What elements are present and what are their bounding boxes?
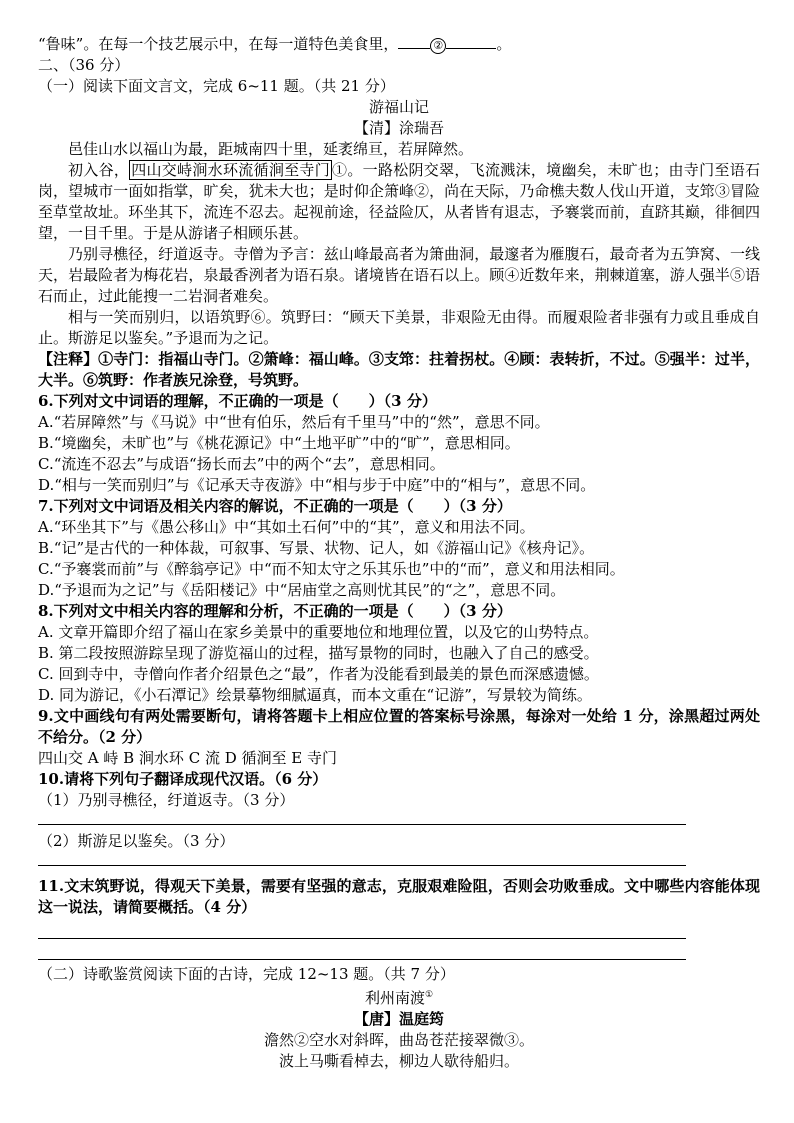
poem-line: 波上马嘶看棹去，柳边人歇待船归。 — [278, 1052, 519, 1070]
answer-line[interactable] — [38, 918, 686, 939]
answer-line[interactable] — [38, 852, 686, 866]
notes: 【注释】①寺门：指福山寺门。②箫峰：福山峰。③支筇：拄着拐杖。④顾：表转折，不过。⑤强半：过半，大半。⑥筑野：作者族兄涂登，号筑野。 — [38, 350, 760, 389]
q6-option: B.“境幽矣，未旷也”与《桃花源记》中“土地平旷”中的“旷”，意思相同。 — [38, 434, 520, 452]
q6-option: A.“若屏障然”与《马说》中“世有伯乐，然后有千里马”中的“然”，意思不同。 — [38, 413, 550, 431]
essay-paragraph-3: 乃别寻樵径，纡道返寺。寺僧为予言：兹山峰最高者为箫曲洞，最邃者为雁腹石，最奇者为五笋窝、一线天，岩最险者为梅花岩，泉最香洌者为语石泉。诸境皆在语石以上。顾④近数年来，荆棘道塞，游人强半⑤语石而止，过此能搜一二岩洞者难矣。 — [38, 245, 760, 305]
intro-text: “鲁味”。在每一个技艺展示中，在每一道特色美食里， — [38, 35, 399, 53]
part2-heading: （二）诗歌鉴赏阅读下面的古诗，完成 12~13 题。（共 7 分） — [38, 965, 455, 983]
q7-option: D.“予退而为之记”与《岳阳楼记》中“居庙堂之高则忧其民”的“之”，意思不同。 — [38, 581, 566, 599]
section-heading: 二、（36 分） — [38, 56, 130, 74]
answer-line[interactable] — [38, 939, 686, 960]
q6-stem: 6.下列对文中词语的理解，不正确的一项是（ ）（3 分） — [38, 392, 437, 410]
essay-author: 【清】涂瑞吾 — [353, 119, 444, 137]
intro-line: “鲁味”。在每一个技艺展示中，在每一道特色美食里， ② 。 — [38, 35, 512, 53]
poem-author: 【唐】温庭筠 — [353, 1010, 444, 1028]
q8-stem: 8.下列对文中相关内容的理解和分析，不正确的一项是（ ）（3 分） — [38, 602, 512, 620]
essay-title: 游福山记 — [368, 98, 429, 116]
poem-title: 利州南渡① — [364, 989, 434, 1007]
q6-option: D.“相与一笑而别归”与《记承天寺夜游》中“相与步于中庭”中的“相与”，意思不同。 — [38, 476, 596, 494]
q9-stem: 9.文中画线句有两处需要断句，请将答题卡上相应位置的答案标号涂黑，每涂对一处给 1 分，涂黑超过两处不给分。（2 分） — [38, 707, 760, 746]
essay-paragraph-1: 邑佳山水以福山为最，距城南四十里，延袤绵亘，若屏障然。 — [68, 140, 474, 158]
q10-stem: 10.请将下列句子翻译成现代汉语。（6 分） — [38, 770, 328, 788]
underlined-sentence: 四山交峙涧水环流循涧至寺门 — [131, 161, 331, 179]
q7-option: B.“记”是古代的一种体裁，可叙事、写景、状物、记人，如《游福山记》《核舟记》。 — [38, 539, 595, 557]
q8-option: A. 文章开篇即介绍了福山在家乡美景中的重要地位和地理位置，以及它的山势特点。 — [38, 623, 599, 641]
answer-line[interactable] — [38, 811, 686, 825]
q7-option: A.“环坐其下”与《愚公移山》中“其如土石何”中的“其”，意义和用法不同。 — [38, 518, 535, 536]
q8-option: C. 回到寺中，寺僧向作者介绍景色之“最”，作者为没能看到最美的景色而深感遗憾。 — [38, 665, 599, 683]
poem-line: 澹然②空水对斜晖，曲岛苍茫接翠微③。 — [263, 1031, 534, 1049]
part1-heading: （一）阅读下面文言文，完成 6~11 题。（共 21 分） — [38, 77, 395, 95]
essay-paragraph-2: 初入谷， 四山交峙涧水环流循涧至寺门 ①。一路松阴交翠，飞流溅沫，境幽矣，未旷也；由寺门至语石岗，望城市一面如指掌，旷矣，犹未大也；是时仰企箫峰②，尚在天际，乃命樵夫数人伐山开道，支筇③冒险至草堂故址。环坐其下，流连不忍去。起视前途，径益险仄，从者皆有退志，予褰裳而前，直跻其巅，徘徊四望，一目千里。于是从游诸子相顾乐甚。 — [38, 161, 760, 242]
q7-stem: 7.下列对文中词语及相关内容的解说，不正确的一项是（ ）（3 分） — [38, 497, 512, 515]
q8-option: B. 第二段按照游踪呈现了游览福山的过程，描写景物的同时，也融入了自己的感受。 — [38, 644, 599, 662]
q10-sentence-1: （1）乃别寻樵径，纡道返寺。（3 分） — [38, 791, 295, 809]
q6-option: C.“流连不忍去”与成语“扬长而去”中的两个“去”，意思相同。 — [38, 455, 445, 473]
essay-paragraph-4: 相与一笑而别归，以语筑野⑥。筑野曰：“顾天下美景，非艰险无由得。而履艰险者非强有力或且垂成自止。斯游足以鉴矣。”予退而为之记。 — [38, 308, 760, 347]
q8-option: D. 同为游记，《小石潭记》绘景摹物细腻逼真，而本文重在“记游”，写景较为简练。 — [38, 686, 592, 704]
blank-marker: ② — [430, 38, 446, 54]
exam-page — [38, 34, 760, 1072]
q7-option: C.“予褰裳而前”与《醉翁亭记》中“而不知太守之乐其乐也”中的“而”，意义和用法相同。 — [38, 560, 625, 578]
q10-sentence-2: （2）斯游足以鉴矣。（3 分） — [38, 832, 235, 850]
q9-sentence: 四山交 A 峙 B 涧水环 C 流 D 循涧至 E 寺门 — [38, 749, 337, 767]
q11-stem: 11.文末筑野说，得观天下美景，需要有坚强的意志，克服艰难险阻，否则会功败垂成。文中哪些内容能体现这一说法，请简要概括。（4 分） — [38, 877, 760, 916]
